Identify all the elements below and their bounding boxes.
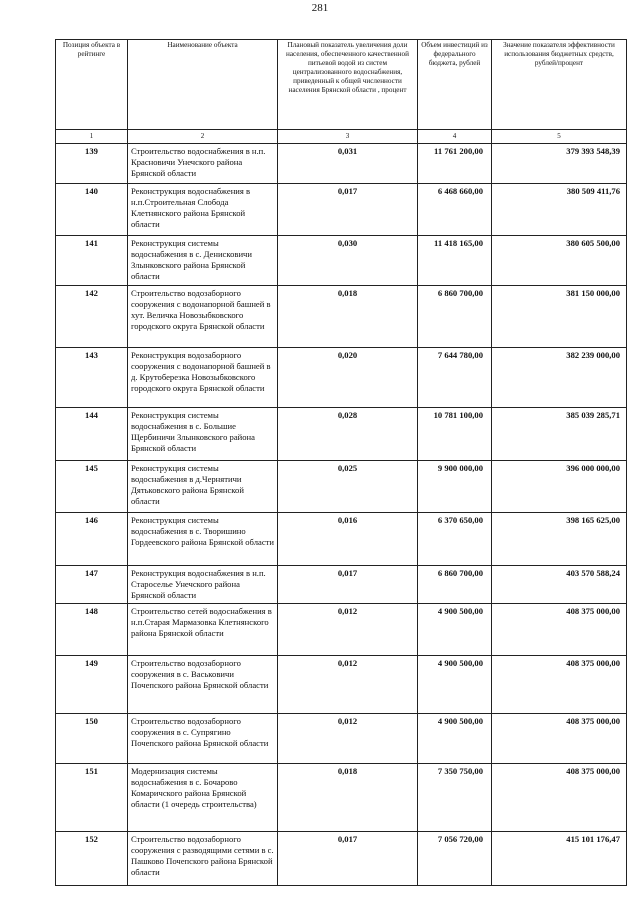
column-number: 5 (492, 130, 627, 144)
investment-cell: 9 900 000,00 (418, 461, 492, 513)
table-row (56, 408, 627, 461)
object-name-cell: Строительство водозаборного сооружения с разводящими сетями в с. Пашково Почепского района Брянской области (128, 832, 278, 886)
table-row (56, 832, 627, 886)
efficiency-cell: 380 605 500,00 (492, 236, 627, 286)
header-investment: Объем инвестиций из федерального бюджета, рублей (418, 40, 492, 130)
table-row (56, 566, 627, 604)
position-cell: 139 (56, 144, 128, 184)
investment-cell: 11 761 200,00 (418, 144, 492, 184)
efficiency-cell: 408 375 000,00 (492, 714, 627, 764)
efficiency-cell: 381 150 000,00 (492, 286, 627, 348)
table-row (56, 184, 627, 236)
table-row (56, 604, 627, 656)
table-row (56, 461, 627, 513)
investment-cell: 4 900 500,00 (418, 656, 492, 714)
column-number: 2 (128, 130, 278, 144)
efficiency-cell: 415 101 176,47 (492, 832, 627, 886)
efficiency-cell: 408 375 000,00 (492, 656, 627, 714)
investment-cell: 4 900 500,00 (418, 714, 492, 764)
investment-cell: 6 468 660,00 (418, 184, 492, 236)
position-cell: 149 (56, 656, 128, 714)
object-name-cell: Строительство водозаборного сооружения с водонапорной башней в хут. Величка Новозыбковского городского округа Брянской области (128, 286, 278, 348)
table-row (56, 656, 627, 714)
indicator-cell: 0,020 (278, 348, 418, 408)
efficiency-cell: 385 039 285,71 (492, 408, 627, 461)
object-name-cell: Реконструкция системы водоснабжения в с. Творишино Гордеевского района Брянской области (128, 513, 278, 566)
indicator-cell: 0,017 (278, 832, 418, 886)
investment-cell: 11 418 165,00 (418, 236, 492, 286)
indicator-cell: 0,017 (278, 184, 418, 236)
position-cell: 142 (56, 286, 128, 348)
table-row (56, 714, 627, 764)
efficiency-cell: 398 165 625,00 (492, 513, 627, 566)
investment-cell: 6 370 650,00 (418, 513, 492, 566)
position-cell: 151 (56, 764, 128, 832)
column-number: 4 (418, 130, 492, 144)
investment-cell: 7 056 720,00 (418, 832, 492, 886)
object-name-cell: Строительство водозаборного сооружения в с. Васьковичи Почепского района Брянской области (128, 656, 278, 714)
object-name-cell: Реконструкция системы водоснабжения в д.Чернятичи Дятьковского района Брянской области (128, 461, 278, 513)
indicator-cell: 0,016 (278, 513, 418, 566)
position-cell: 145 (56, 461, 128, 513)
investment-cell: 4 900 500,00 (418, 604, 492, 656)
column-number: 3 (278, 130, 418, 144)
efficiency-cell: 403 570 588,24 (492, 566, 627, 604)
position-cell: 152 (56, 832, 128, 886)
indicator-cell: 0,017 (278, 566, 418, 604)
object-name-cell: Реконструкция водозаборного сооружения с водонапорной башней в д. Крутоберезка Новозыбковского городского округа Брянской области (128, 348, 278, 408)
header-position: Позиция объекта в рейтинге (56, 40, 128, 130)
column-number-row (56, 130, 627, 144)
object-name-cell: Реконструкция системы водоснабжения в с. Денисковичи Злынковского района Брянской области (128, 236, 278, 286)
position-cell: 140 (56, 184, 128, 236)
object-name-cell: Модернизация системы водоснабжения в с. Бочарово Комаричского района Брянской области (1 очередь строительства) (128, 764, 278, 832)
investment-cell: 10 781 100,00 (418, 408, 492, 461)
object-name-cell: Строительство водоснабжения в н.п. Красновичи Унечского района Брянской области (128, 144, 278, 184)
investment-cell: 6 860 700,00 (418, 286, 492, 348)
indicator-cell: 0,012 (278, 604, 418, 656)
efficiency-cell: 380 509 411,76 (492, 184, 627, 236)
position-cell: 141 (56, 236, 128, 286)
table-row (56, 144, 627, 184)
investment-rating-table (55, 39, 627, 886)
indicator-cell: 0,025 (278, 461, 418, 513)
position-cell: 146 (56, 513, 128, 566)
indicator-cell: 0,030 (278, 236, 418, 286)
column-number: 1 (56, 130, 128, 144)
indicator-cell: 0,012 (278, 714, 418, 764)
indicator-cell: 0,031 (278, 144, 418, 184)
investment-cell: 6 860 700,00 (418, 566, 492, 604)
header-efficiency: Значение показателя эффективности использования бюджетных средств, рублей/процент (492, 40, 627, 130)
table-row (56, 236, 627, 286)
indicator-cell: 0,018 (278, 764, 418, 832)
position-cell: 148 (56, 604, 128, 656)
table-row (56, 348, 627, 408)
position-cell: 150 (56, 714, 128, 764)
object-name-cell: Строительство водозаборного сооружения в с. Супрягино Почепского района Брянской области (128, 714, 278, 764)
investment-cell: 7 350 750,00 (418, 764, 492, 832)
efficiency-cell: 379 393 548,39 (492, 144, 627, 184)
object-name-cell: Реконструкция системы водоснабжения в с. Большие Щербиничи Злынковского района Брянской области (128, 408, 278, 461)
header-indicator: Плановый показатель увеличения доли населения, обеспеченного качественной питьевой водой из систем централизованного водоснабжения, приведенный к общей численности населения Брянской области , процент (278, 40, 418, 130)
indicator-cell: 0,018 (278, 286, 418, 348)
table-row (56, 764, 627, 832)
table-row (56, 286, 627, 348)
investment-cell: 7 644 780,00 (418, 348, 492, 408)
table-row (56, 513, 627, 566)
header-name: Наименование объекта (128, 40, 278, 130)
object-name-cell: Реконструкция водоснабжения в н.п.Строительная Слобода Клетнянского района Брянской области (128, 184, 278, 236)
position-cell: 144 (56, 408, 128, 461)
position-cell: 147 (56, 566, 128, 604)
object-name-cell: Реконструкция водоснабжения в н.п. Староселье Унечского района Брянской области (128, 566, 278, 604)
efficiency-cell: 408 375 000,00 (492, 604, 627, 656)
indicator-cell: 0,012 (278, 656, 418, 714)
efficiency-cell: 382 239 000,00 (492, 348, 627, 408)
object-name-cell: Строительство сетей водоснабжения в н.п.Старая Мармазовка Клетнянского района Брянской области (128, 604, 278, 656)
efficiency-cell: 396 000 000,00 (492, 461, 627, 513)
header-row (56, 40, 627, 130)
indicator-cell: 0,028 (278, 408, 418, 461)
page-number: 281 (311, 2, 329, 14)
efficiency-cell: 408 375 000,00 (492, 764, 627, 832)
position-cell: 143 (56, 348, 128, 408)
